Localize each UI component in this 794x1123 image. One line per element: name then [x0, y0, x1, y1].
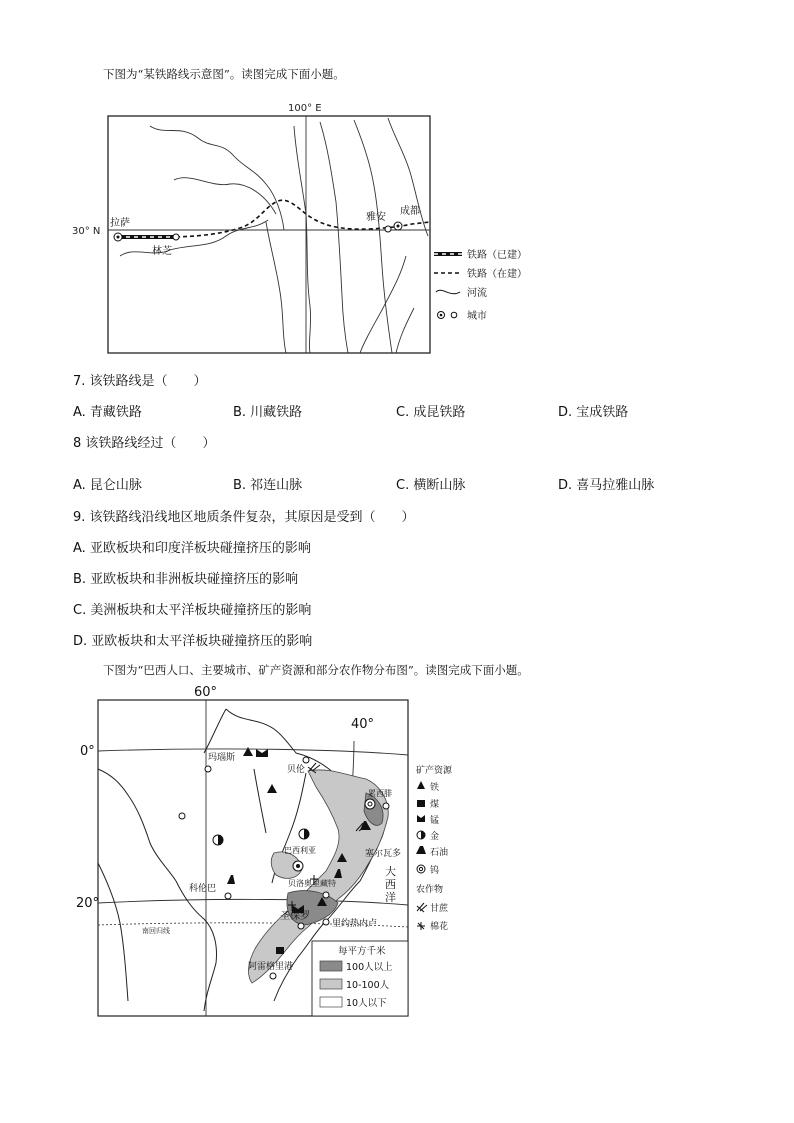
legend-cotton: 棉花 — [430, 922, 449, 932]
city-lhasa: 拉萨 — [110, 218, 130, 229]
q9-option-b[interactable]: B. 亚欧板块和非洲板块碰撞挤压的影响 — [73, 572, 299, 587]
legend-coal: 煤 — [430, 800, 440, 810]
ocean-char-1: 大 — [385, 865, 396, 878]
q8-option-a[interactable]: A. 昆仑山脉 — [73, 478, 142, 493]
legend-railway-built: 铁路（已建） — [467, 250, 527, 261]
q8-option-b[interactable]: B. 祁连山脉 — [233, 478, 303, 493]
crop-legend-icons — [417, 903, 427, 930]
city-salvador: 塞尔瓦多 — [365, 849, 402, 859]
city-porto-alegre: 阿雷格里港 — [248, 962, 294, 972]
city-rio: 里约热内卢 — [332, 919, 378, 929]
legend-gold: 金 — [430, 832, 440, 842]
map1-legend — [434, 254, 462, 319]
section2-intro: 下图为“巴西人口、主要城市、矿产资源和部分农作物分布图”。读图完成下面小题。 — [103, 663, 529, 677]
legend-railway-construction: 铁路（在建） — [467, 269, 527, 280]
lon-60-label: 60° — [194, 685, 218, 700]
density-title: 每平方千米 — [338, 946, 386, 957]
legend-river: 河流 — [467, 288, 487, 299]
legend-iron: 铁 — [430, 783, 440, 793]
q7-option-a[interactable]: A. 青藏铁路 — [73, 405, 142, 420]
q8-option-d[interactable]: D. 喜马拉雅山脉 — [558, 478, 655, 493]
lat-30n-label: 30° N — [72, 226, 101, 237]
city-belem: 贝伦 — [287, 765, 306, 775]
city-yaan: 雅安 — [366, 212, 386, 223]
crop-legend-title: 农作物 — [416, 885, 444, 895]
q8-stem: 8 该铁路线经过（ ） — [73, 436, 216, 451]
q7-option-b[interactable]: B. 川藏铁路 — [233, 405, 303, 420]
city-chengdu: 成都 — [400, 206, 420, 217]
city-nyingchi: 林芝 — [152, 246, 172, 257]
q7-option-c[interactable]: C. 成昆铁路 — [396, 405, 466, 420]
city-manaus: 玛瑙斯 — [208, 753, 236, 763]
q7-option-d[interactable]: D. 宝成铁路 — [558, 405, 629, 420]
density-high: 100人以上 — [346, 962, 393, 973]
tungsten-symbols — [365, 799, 375, 809]
ocean-char-3: 洋 — [385, 891, 396, 904]
section1-intro: 下图为“某铁路线示意图”。读图完成下面小题。 — [103, 67, 345, 81]
city-sao-paulo: 圣保罗 — [280, 911, 310, 922]
brazil-map — [76, 683, 476, 1023]
lon-100e-label: 100° E — [288, 103, 322, 114]
capital-marker — [293, 861, 303, 871]
city-belo-horizonte: 贝洛奥里藏特 — [288, 879, 336, 888]
city-corumba: 科伦巴 — [189, 884, 217, 894]
q9-option-a[interactable]: A. 亚欧板块和印度洋板块碰撞挤压的影响 — [73, 541, 311, 556]
q7-stem: 7. 该铁路线是（ ） — [73, 374, 207, 389]
q8-option-c[interactable]: C. 横断山脉 — [396, 478, 466, 493]
legend-city: 城市 — [467, 311, 487, 322]
legend-sugarcane: 甘蔗 — [430, 904, 449, 914]
legend-manganese: 锰 — [430, 816, 440, 826]
density-mid: 10-100人 — [346, 980, 390, 991]
lon-40-label: 40° — [351, 717, 375, 732]
legend-tungsten: 钨 — [430, 866, 440, 876]
mineral-legend-icons — [416, 781, 426, 873]
city-brasilia: 巴西利亚 — [284, 846, 316, 855]
lat-20-label: 20° — [76, 896, 100, 911]
tropic-label: 南回归线 — [142, 927, 170, 935]
q9-option-d[interactable]: D. 亚欧板块和太平洋板块碰撞挤压的影响 — [73, 634, 313, 649]
lat-0-label: 0° — [80, 744, 95, 759]
density-low: 10人以下 — [346, 998, 387, 1009]
railway-map — [70, 96, 540, 358]
mineral-legend-title: 矿产资源 — [416, 766, 453, 776]
ocean-char-2: 西 — [385, 878, 396, 891]
city-recife: 累西腓 — [368, 789, 392, 798]
q9-option-c[interactable]: C. 美洲板块和太平洋板块碰撞挤压的影响 — [73, 603, 312, 618]
legend-oil: 石油 — [430, 848, 449, 858]
q9-stem: 9. 该铁路线沿线地区地质条件复杂，其原因是受到（ ） — [73, 510, 415, 525]
